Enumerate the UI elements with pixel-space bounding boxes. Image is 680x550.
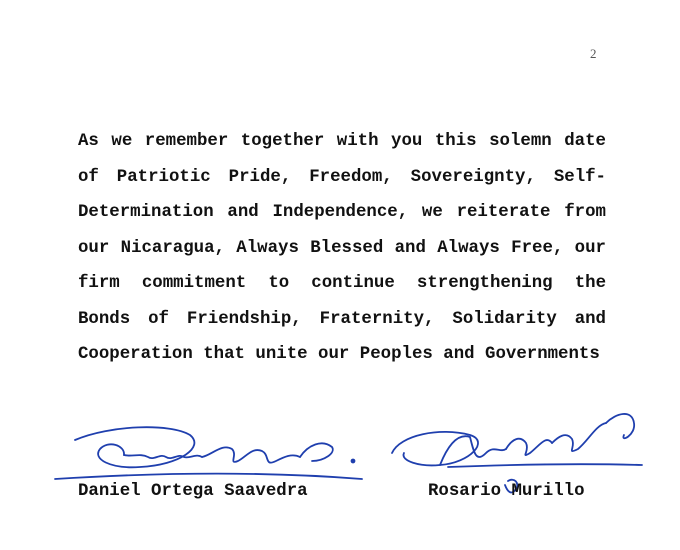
page-number: 2 [590,46,597,61]
signature-left [55,427,362,479]
signature-right [392,414,642,493]
signer-name-left: Daniel Ortega Saavedra [78,482,308,501]
letter-body-text: As we remember together with you this solemn date of Patriotic Pride, Freedom, Sovereignty, Self-Determination and Independence, we reiterate from our Nicaragua, Always Blessed and Always Free, our firm commitment to continue strengthening the Bonds of Friendship, Fraternity, Solidarity and Cooperation that unite our Peoples and Governments [78,132,606,364]
signer-name-right: Rosario Murillo [428,482,585,501]
